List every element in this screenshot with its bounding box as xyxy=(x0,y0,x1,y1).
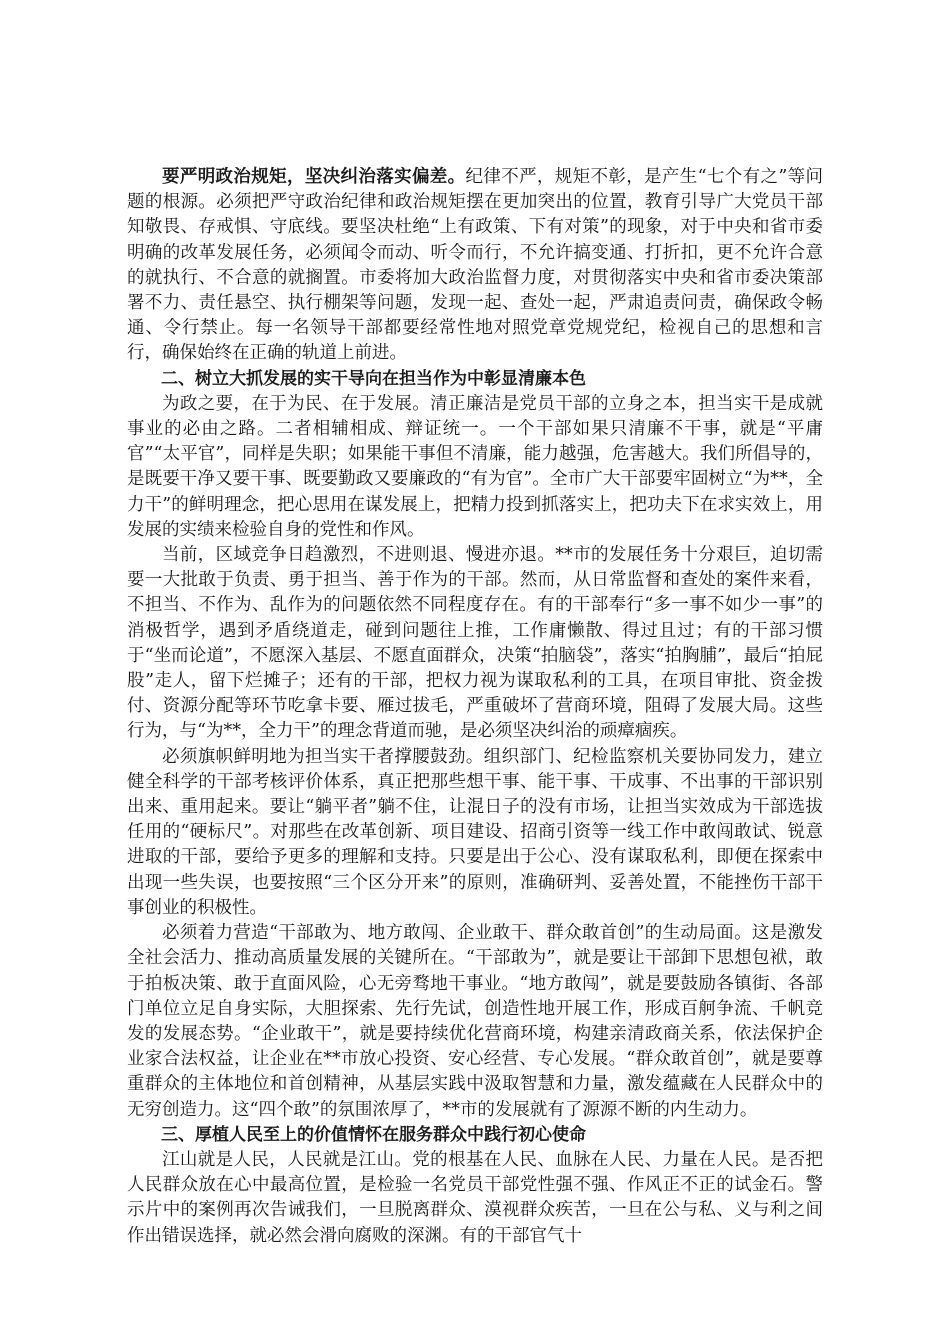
paragraph-people-first: 江山就是人民，人民就是江山。党的根基在人民、血脉在人民、力量在人民。是否把人民群众放在心中最高位置，是检验一名党员干部党性强不强、作风正不正的试金石。警示片中的案例再次告诫我们，一旦脱离群众、漠视群众疾苦，一旦在公与私、义与利之间作出错误选择，就必然会滑向腐败的深渊。有的干部官气十 xyxy=(127,1149,823,1246)
section-heading-2: 二、树立大抓发展的实干导向在担当作为中彰显清廉本色 xyxy=(161,368,586,389)
paragraph-governance: 为政之要，在于为民、在于发展。清正廉洁是党员干部的立身之本，担当实干是成就事业的必由之路。二者相辅相成、辩证统一。一个干部如果只清廉不干事，就是“平庸官”“太平官”，同样是失职；如果能干事但不清廉，能力越强，危害越大。我们所倡导的，是既要干净又要干事、既要勤政又要廉政的“有为官”。全市广大干部要牢固树立“为**，全力干”的鲜明理念，把心思用在谋发展上，把精力投到抓落实上，把功夫下在求实效上，用发展的实绩来检验自身的党性和作风。 xyxy=(127,393,823,540)
paragraph-four-dares: 必须着力营造“干部敢为、地方敢闯、企业敢干、群众敢首创”的生动局面。这是激发全社会活力、推动高质量发展的关键所在。“干部敢为”，就是要让干部卸下思想包袱，敢于拍板决策、敢于直面风险，心无旁骛地干事业。“地方敢闯”，就是要鼓励各镇街、各部门单位立足自身实际，大胆探索、先行先试，创造性地开展工作，形成百舸争流、千帆竞发的发展态势。“企业敢干”，就是要持续优化营商环境，构建亲清政商关系，依法保护企业家合法权益，让企业在**市放心投资、安心经营、专心发展。“群众敢首创”，就是要尊重群众的主体地位和首创精神，从基层实践中汲取智慧和力量，激发蕴藏在人民群众中的无穷创造力。这“四个敢”的氛围浓厚了，**市的发展就有了源源不断的内生动力。 xyxy=(127,923,823,1120)
paragraph-body: 纪律不严，规矩不彰，是产生“七个有之”等问题的根源。必须把严守政治纪律和政治规矩摆在更加突出的位置，教育引导广大党员干部知敬畏、存戒惧、守底线。要坚决杜绝“上有政策、下有对策”的现象，对于中央和省市委明确的改革发展任务，必须闻令而动、听令而行，不允许搞变通、打折扣，更不允许合意的就执行、不合意的就搁置。市委将加大政治监督力度，对贯彻落实中央和省市委决策部署不力、责任悬空、执行棚架等问题，发现一起、查处一起，严肃追责问责，确保政令畅通、令行禁止。每一名领导干部都要经常性地对照党章党规党纪，检视自己的思想和言行，确保始终在正确的轨道上前进。 xyxy=(127,167,823,364)
paragraph-lead: 要严明政治规矩，坚决纠治落实偏差。 xyxy=(162,167,466,187)
paragraph-support-officials: 必须旗帜鲜明地为担当实干者撑腰鼓劲。组织部门、纪检监察机关要协同发力，建立健全科学的干部考核评价体系，真正把那些想干事、能干事、干成事、不出事的干部识别出来、重用起来。要让“躺平者”躺不住，让混日子的没有市场，让担当实效成为干部选拔任用的“硬标尺”。对那些在改革创新、项目建设、招商引资等一线工作中敢闯敢试、锐意进取的干部，要给予更多的理解和支持。只要是出于公心、没有谋取私利，即便在探索中出现一些失误，也要按照“三个区分开来”的原则，准确研判、妥善处置，不能挫伤干部干事创业的积极性。 xyxy=(127,746,823,918)
paragraph-political-rules xyxy=(127,165,823,367)
section-heading-3: 三、厚植人民至上的价值情怀在服务群众中践行初心使命 xyxy=(161,1124,586,1145)
document-page xyxy=(127,165,823,1249)
paragraph-competition: 当前，区域竞争日趋激烈，不进则退、慢进亦退。**市的发展任务十分艰巨，迫切需要一大批敢于负责、勇于担当、善于作为的干部。然而，从日常监督和查处的案件来看，不担当、不作为、乱作为的问题依然不同程度存在。有的干部奉行“多一事不如少一事”的消极哲学，遇到矛盾绕道走，碰到问题往上推，工作庸懒散、得过且过；有的干部习惯于“坐而论道”，不愿深入基层、不愿直面群众，决策“拍脑袋”，落实“拍胸脯”，最后“拍屁股”走人，留下烂摊子；还有的干部，把权力视为谋取私利的工具，在项目审批、资金拨付、资源分配等环节吃拿卡要、雁过拔毛，严重破坏了营商环境，阻碍了发展大局。这些行为，与“为**，全力干”的理念背道而驰，是必须坚决纠治的顽瘴痼疾。 xyxy=(127,545,823,742)
